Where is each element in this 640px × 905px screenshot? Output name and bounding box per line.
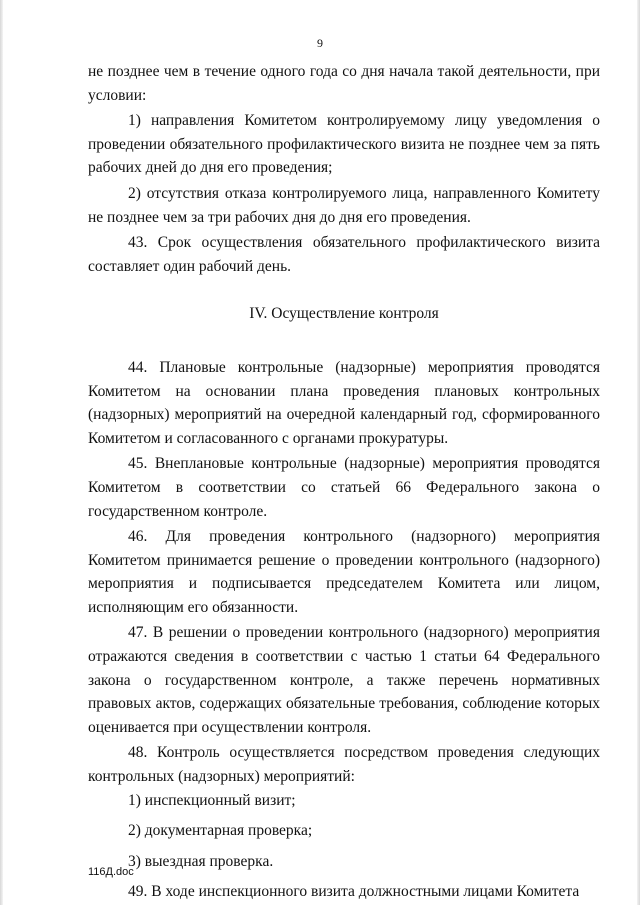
paragraph-44: 44. Плановые контрольные (надзорные) мероприятия проводятся Комитетом на основании плана проведения плановых контрольных (надзорных) мероприятий на очередной календарный год, сформированного Комитетом и согласованного с органами прокуратуры. <box>88 358 600 447</box>
section-heading: IV. Осуществление контроля <box>249 305 439 323</box>
scan-edge-left <box>0 0 3 905</box>
document-body <box>88 60 600 904</box>
page-number: 9 <box>317 36 323 50</box>
condition-1: 1) направления Комитетом контролируемому лицу уведомления о проведении обязательного профилактического визита не позднее чем за пять рабочих дней до дня его проведения; <box>88 112 600 177</box>
list-item-1: 1) инспекционный визит; <box>128 791 296 809</box>
paragraph-47: 47. В решении о проведении контрольного (надзорного) мероприятия отражаются сведения в соответствии с частью 1 статьи 64 Федерального закона о государственном контроле, а также перечень нормативных правовых актов, содержащих обязательные требования, соблюдение которых оценивается при осуществлении контроля. <box>88 624 600 736</box>
paragraph-46: 46. Для проведения контрольного (надзорного) мероприятия Комитетом принимается решение о проведении контрольного (надзорного) мероприятия и подписывается председателем Комитета или лицом, исполняющим его обязанности. <box>88 528 600 616</box>
list-item-3: 3) выездная проверка. <box>128 852 274 870</box>
paragraph-45: 45. Внеплановые контрольные (надзорные) мероприятия проводятся Комитетом в соответствии со статьей 66 Федерального закона о государственном контроле. <box>88 455 600 520</box>
paragraph-continuation: не позднее чем в течение одного года со дня начала такой деятельности, при условии: <box>88 63 600 104</box>
file-name-footer: 116Д.doc <box>88 866 134 878</box>
paragraph-49: 49. В ходе инспекционного визита должностными лицами Комитета <box>128 883 580 901</box>
condition-2: 2) отсутствия отказа контролируемого лица, направленного Комитету не позднее чем за три рабочих дня до дня его проведения. <box>88 184 600 226</box>
paragraph-48: 48. Контроль осуществляется посредством проведения следующих контрольных (надзорных) мероприятий: <box>88 744 600 786</box>
list-item-2: 2) документарная проверка; <box>128 822 313 840</box>
paragraph-43: 43. Срок осуществления обязательного профилактического визита составляет один рабочий день. <box>88 234 600 275</box>
